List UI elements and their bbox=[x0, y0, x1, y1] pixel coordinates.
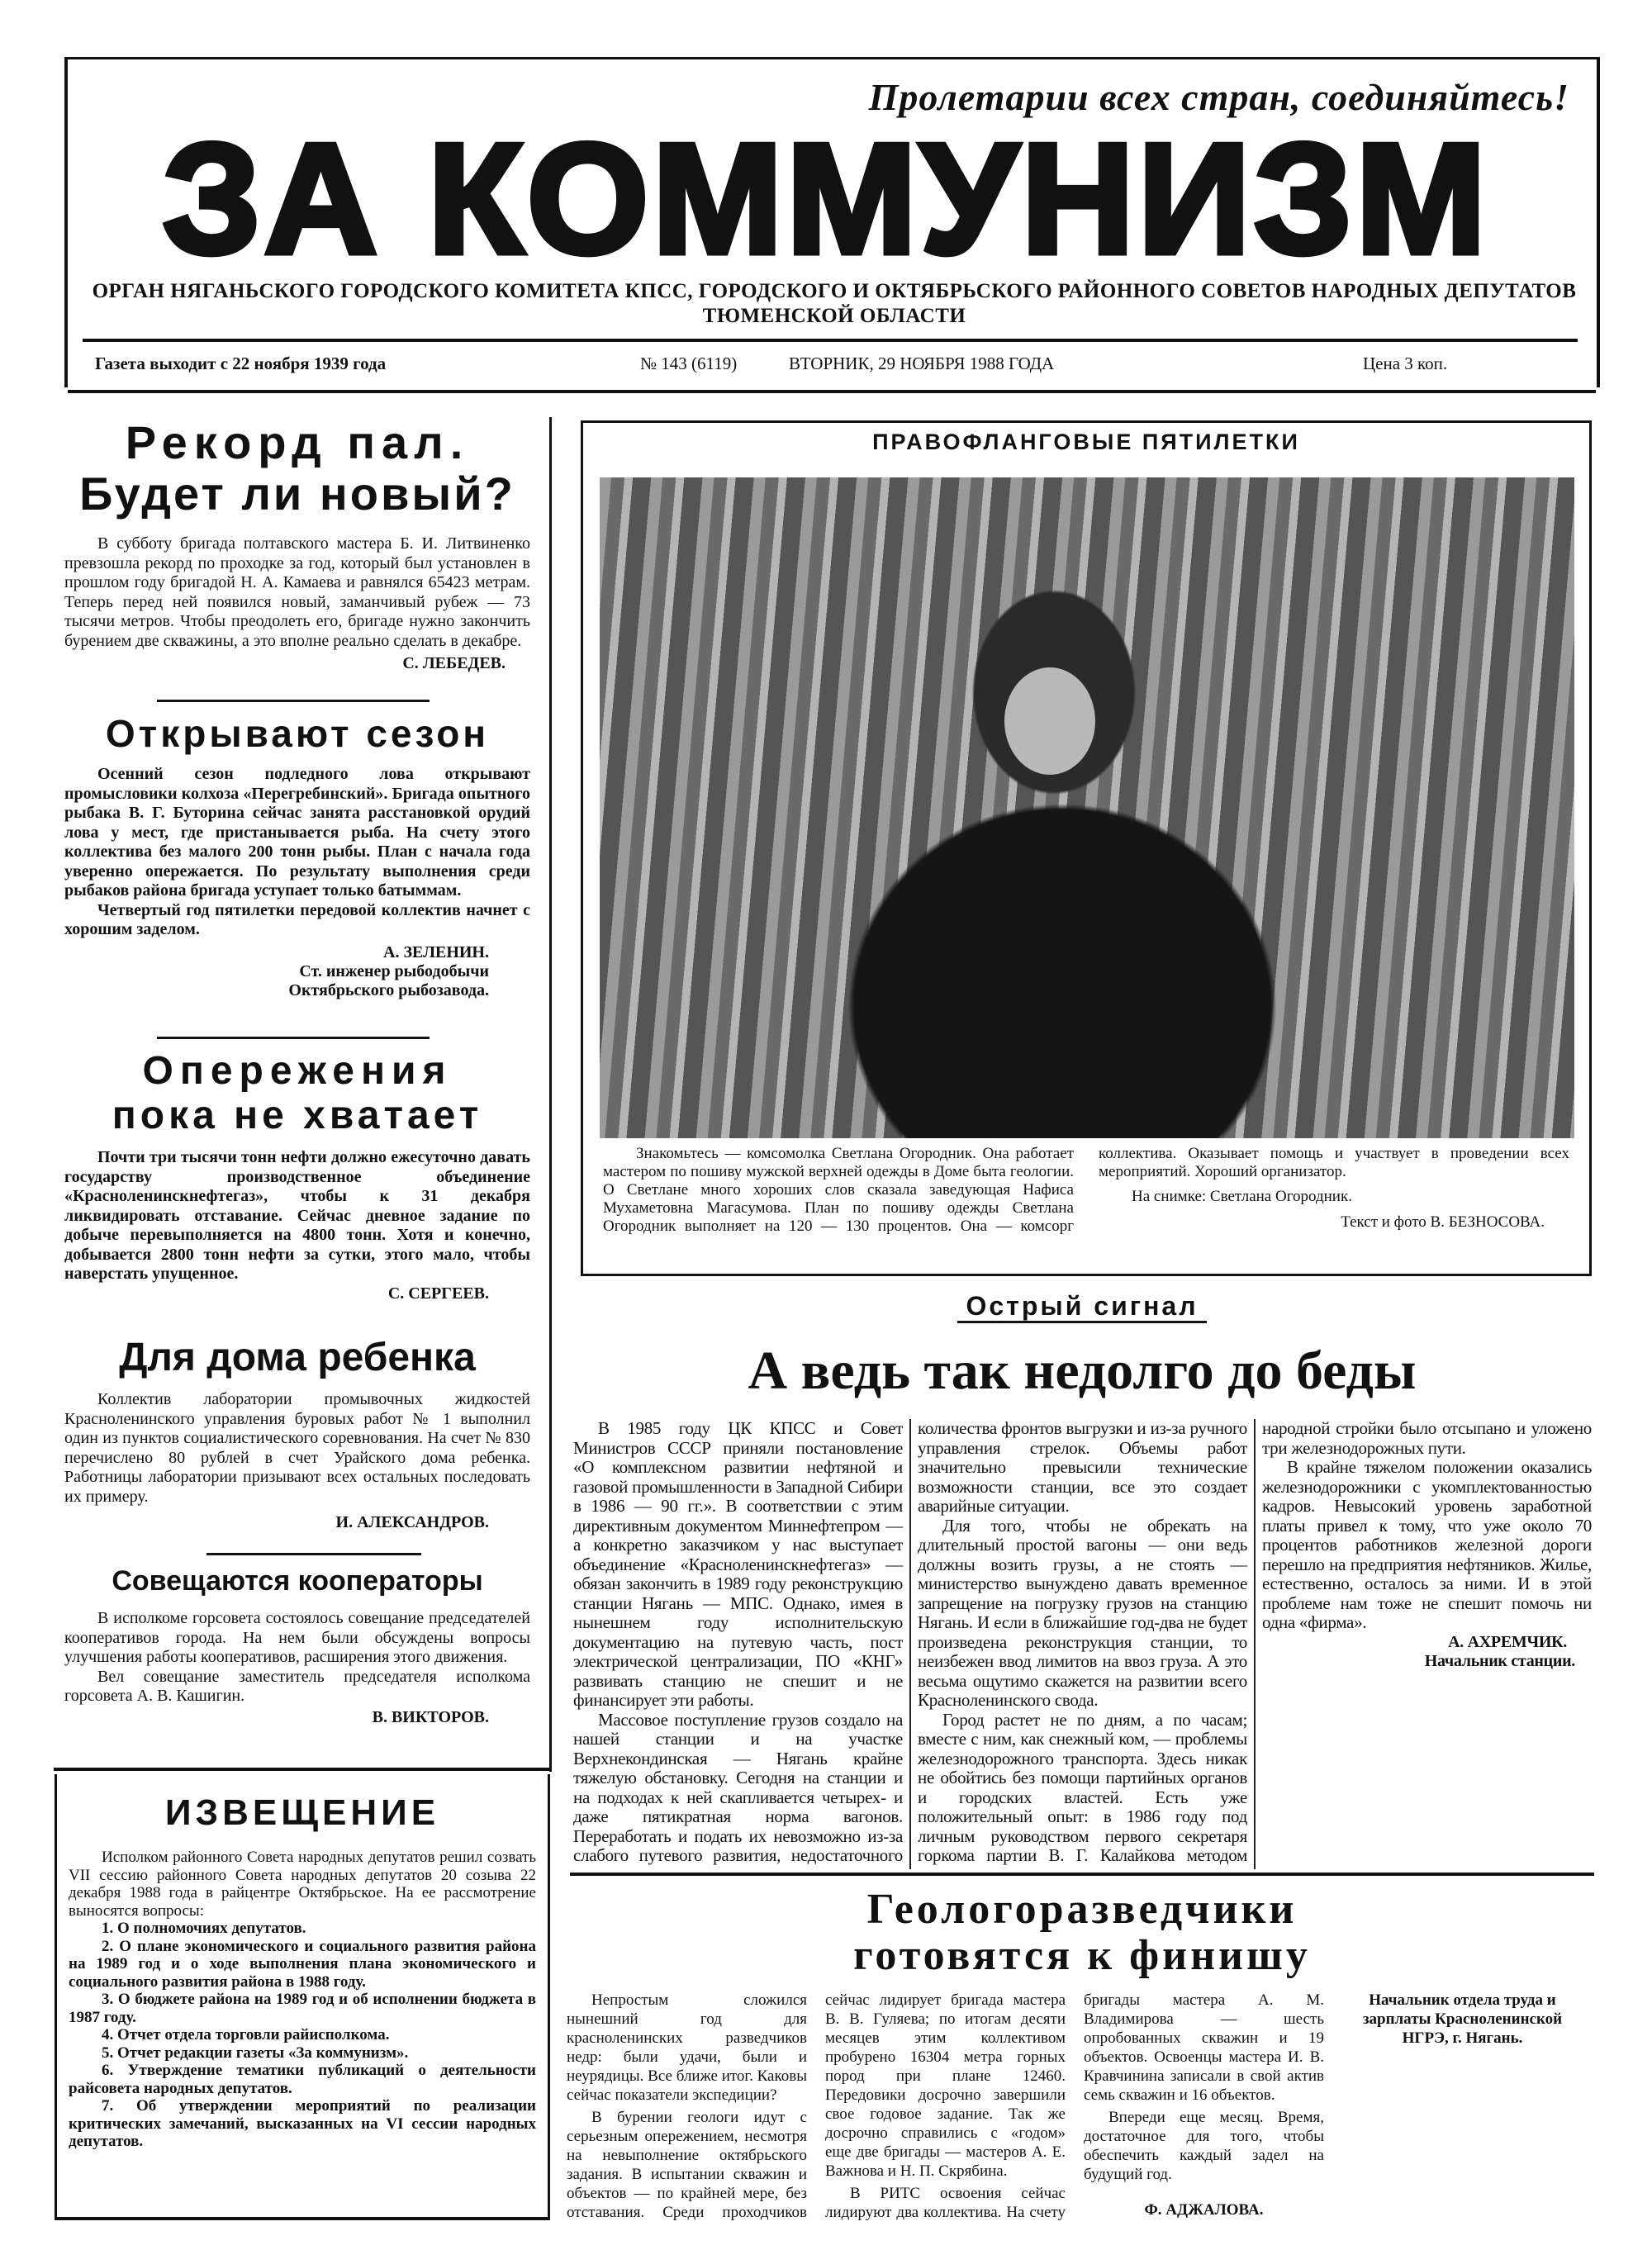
author-title: Начальник отдела труда и зарплаты Красноленинской НГРЭ, г. Нягань. bbox=[1362, 1991, 1563, 2047]
issue-number: № 143 (6119) bbox=[640, 354, 738, 373]
article-text: Вел совещание заместитель председателя исполкома горсовета А. В. Кашигин. bbox=[64, 1667, 530, 1705]
author: И. АЛЕКСАНДРОВ. bbox=[335, 1513, 489, 1531]
since-text: Газета выходит с 22 ноября 1939 года bbox=[95, 354, 387, 373]
article-children bbox=[64, 1334, 530, 1532]
organ-text: ОРГАН НЯГАНЬСКОГО ГОРОДСКОГО КОМИТЕТА КПСС, ГОРОДСКОГО И ОКТЯБРЬСКОГО РАЙОННОГО СОВЕТОВ НАРОДНЫХ ДЕПУТАТОВ bbox=[92, 280, 1577, 302]
notice-item: 6. Утверждение тематики публикаций о деятельности райсовета народных депутатов. bbox=[69, 2062, 536, 2097]
article-text: Почти три тысячи тонн нефти должно ежесуточно давать государству производственное объединение «Красноленинскнефтегаз», чтобы к 31 декабря ликвидировать отставание. Сейчас дневное задание по добыче перевыполняется на 4800 тонн. Хотя и конечно, добывается 2800 тонн нефти за сутки, этого мало, чтобы наверстать упущенное. bbox=[64, 1148, 530, 1283]
article-paragraph: В 1985 году ЦК КПСС и Совет Министров СССР приняли постановление «О комплексном развитии нефтяной и газовой промышленности в Западной Сибири в 1986 — 90 гг.». В соответствии с этим директивным документом Миннефтепром — а конкретно заказчиком у нас выступает объединение «Красноленинскнефтегаз» — обязан закончить в 1989 году реконструкцию станции Нягань — МПС. Однако, имея в нынешнем году исполнительскую документацию на путевую часть, пост электрической централизации, ПО «КНГ» развивать станцию не спешит и не финансирует эти работы. bbox=[573, 1418, 903, 1710]
geology-article-body bbox=[567, 1991, 1583, 2230]
notice-item: 5. Отчет редакции газеты «За коммунизм». bbox=[102, 2044, 409, 2062]
author: В. ВИКТОРОВ. bbox=[372, 1707, 489, 1726]
rubric: ПРАВОФЛАНГОВЫЕ ПЯТИЛЕТКИ bbox=[872, 430, 1300, 454]
railway-article-body bbox=[573, 1419, 1592, 1869]
headline: Рекорд пал. bbox=[125, 416, 470, 468]
photo bbox=[600, 477, 1574, 1138]
article-paragraph: В бурении геологи идут с серьезным опережением, несмотря на невыполнение октябрьского задания. В испытании скважин и объектов — по крайней мере, без отставания. Среди проходчиков сейчас лидирует бригада мастера В. В. Гуляева; по итогам десяти месяцев этим коллективом пробурено 16304 метра горных пород при плане 12460. Передовики досрочно завершили свое годовое задание. Так же досрочно справились с «годом» еще две бригады — мастеров А. Е. Важнова и Н. П. Скрябина. bbox=[567, 1991, 1066, 2221]
article-paragraph: Непростым сложился нынешний год для красноленинских разведчиков недр: были удачи, были и неурядицы. Все ближе итог. Каковы сейчас показатели экспедиции? bbox=[567, 1991, 807, 2104]
headline: Для дома ребенка bbox=[119, 1336, 476, 1379]
article-text: В субботу бригада полтавского мастера Б. И. Литвиненко превзошла рекорд по проходке за год, который был установлен в прошлом году бригадой Н. А. Камаева и равнялся 65423 метрам. Теперь перед ней появился новый, заманчивый рубеж — 73 тысячи метров. Чтобы преодолеть его, бригаде нужно закончить бурением две скважины, а это вполне реально сделать в декабре. bbox=[64, 534, 530, 650]
photo-credit: Текст и фото В. БЕЗНОСОВА. bbox=[1341, 1213, 1545, 1231]
divider bbox=[157, 700, 430, 702]
headline: Открывают сезон bbox=[105, 712, 490, 755]
slogan: Пролетарии всех стран, соединяйтесь! bbox=[868, 76, 1569, 118]
geology-headline bbox=[570, 1887, 1594, 1979]
author-title: Ст. инженер рыбодобычи bbox=[299, 961, 489, 980]
headline: пока не хватает bbox=[112, 1094, 483, 1137]
article-paragraph: Для того, чтобы не обрекать на длительный простой вагоны — они ведь должны возить грузы, а не стоять — министерство вынуждено давать временное запрещение на погрузку грузов на станцию Нягань. И если в ближайшие год-два не будет произведена реконструкция станции, то неизбежен ввод лимитов на ввоз груза. А это весьма ощутимо скажется на развитии всего Красноленинского свода. bbox=[918, 1515, 1247, 1710]
author: С. ЛЕБЕДЕВ. bbox=[402, 654, 506, 672]
notice-item: 1. О полномочиях депутатов. bbox=[102, 1920, 306, 1937]
portrait-face bbox=[1004, 667, 1095, 775]
article-paragraph: В крайне тяжелом положении оказались железнодорожники с укомплектованностью кадров. Невысокий уровень заработной платы привел к тому, что уже около 70 процентов работников железной дороги перешло на предприятия нефтяников. Жилье, естественно, осталось за ними. И в этой проблеме нам тоже не спешит помочь ни одна «фирма». bbox=[1262, 1457, 1592, 1632]
author: С. СЕРГЕЕВ. bbox=[387, 1284, 489, 1303]
photo-caption bbox=[603, 1145, 1569, 1236]
issue-date: ВТОРНИК, 29 НОЯБРЯ 1988 ГОДА bbox=[789, 354, 1055, 373]
article-paragraph: Город растет не по дням, а по часам; вместе с ним, как снежный ком, — проблемы железнодорожного транспорта. Здесь никак не обойтись без помощи партийных органов и городских властей. Есть уже положительный опыт: в 1986 году под личным руководством первого секретаря горкома партии В. Г. Калайкова методом народной стройки было отсыпано и уложено три железнодорожных пути. bbox=[918, 1418, 1592, 1865]
article-text: В исполкоме горсовета состоялось совещание председателей кооперативов города. На нем были обсуждены вопросы улучшения работы кооперативов, расширения этого движения. bbox=[64, 1609, 530, 1666]
author: А. ЗЕЛЕНИН. bbox=[383, 942, 489, 961]
headline: Геологоразведчики bbox=[866, 1886, 1298, 1933]
column-divider bbox=[549, 417, 552, 1772]
article-text: Четвертый год пятилетки передовой коллектив начнет с хорошим заделом. bbox=[64, 900, 530, 938]
divider bbox=[570, 1873, 1594, 1876]
caption-text: Знакомьтесь — комсомолка Светлана Огородник. Она работает мастером по пошиву мужской верхней одежды в Доме быта геологии. О Светлане много хороших слов сказала заведующая Нафиса Мухаметовна Магасумова. План по пошиву одежды Светлана Огородник выполняет на 120 — 130 процентов. Она — комсорг коллектива. Оказывает помощь и участвует в проведении всех мероприятий. Хороший организатор. bbox=[603, 1145, 1569, 1235]
author-title: Начальник станции. bbox=[1424, 1651, 1575, 1670]
article-record bbox=[64, 417, 530, 673]
divider bbox=[54, 1768, 549, 1771]
article-season bbox=[64, 710, 530, 1000]
author: Ф. АДЖАЛОВА. bbox=[1144, 2201, 1264, 2219]
newspaper-title: ЗА КОММУНИЗМ bbox=[162, 112, 1490, 287]
rubric-wrap bbox=[570, 1291, 1594, 1322]
notice-item: 3. О бюджете района на 1989 год и об исполнении бюджета в 1987 году. bbox=[69, 1991, 536, 2026]
rubric: Острый сигнал bbox=[957, 1291, 1206, 1323]
divider bbox=[206, 1553, 421, 1555]
article-text: Осенний сезон подледного лова открывают промысловики колхоза «Перегребинский». Бригада опытного рыбака В. Г. Буторина сейчас занята расстановкой орудий лова у мест, где пристанывается рыба. На счету этого коллектива без малого 200 тонн рыбы. План с начала года уверенно опережается. По результату выполнения среди рыбаков района бригада уступает только батыммам. bbox=[64, 765, 530, 900]
region-text: ТЮМЕНСКОЙ ОБЛАСТИ bbox=[702, 305, 966, 327]
price: Цена 3 коп. bbox=[1363, 354, 1448, 373]
article-coop bbox=[64, 1561, 530, 1727]
article-paragraph: В РИТС освоения сейчас лидируют два коллектива. На счету бригады мастера А. М. Владимирова — шесть опробованных скважин и 19 объектов. Освоенцы мастера И. В. Кравчинина записали в свой актив семь скважин и 16 объектов. bbox=[825, 1991, 1324, 2221]
article-oil bbox=[64, 1049, 530, 1303]
on-photo-text: На снимке: Светлана Огородник. bbox=[1132, 1188, 1352, 1205]
notice-box bbox=[55, 1774, 550, 2220]
notice-intro: Исполком районного Совета народных депутатов решил созвать VII сессию районного Совета народных депутатов 20 созыва 22 декабря 1988 года в райцентре Октябрьское. На ее рассмотрение выносятся вопросы: bbox=[69, 1849, 536, 1920]
headline: Совещаются кооператоры bbox=[112, 1565, 483, 1597]
headline: А ведь так недолго до беды bbox=[748, 1341, 1417, 1401]
headline: ИЗВЕЩЕНИЕ bbox=[164, 1792, 440, 1833]
article-text: Коллектив лаборатории промывочных жидкостей Красноленинского управления буровых работ № 1 выполнил один из пунктов социалистического соревнования. На счет № 830 перечислено 80 рублей в счет Урайского дома ребенка. Работницы лаборатории призывают всех остальных последовать их примеру. bbox=[64, 1390, 530, 1506]
author-title: Октябрьского рыбозавода. bbox=[288, 980, 489, 999]
divider bbox=[68, 390, 1596, 393]
article-paragraph: Массовое поступление грузов создало на нашей станции и на участке Верхнекондинская — Нягань крайне тяжелую обстановку. Сегодня на станции и на подходах к ней скапливается четырех- и даже пятикратная норма вагонов. Переработать и подать их невозможно из-за слабого путевого развития, недостаточного количества фронтов выгрузки и из-за ручного управления стрелок. Объемы работ значительно превысили технические возможности станции, все это создает аварийные ситуации. bbox=[573, 1418, 1247, 1865]
publisher-line bbox=[83, 279, 1586, 329]
headline: готовятся к финишу bbox=[853, 1932, 1311, 1979]
notice-item: 4. Отчет отдела торговли райисполкома. bbox=[102, 2026, 390, 2044]
author: А. АХРЕМЧИК. bbox=[1448, 1632, 1567, 1651]
divider bbox=[83, 339, 1578, 342]
divider bbox=[157, 1037, 430, 1039]
article-paragraph: Впереди еще месяц. Время, достаточное для того, чтобы обеспечить каждый задел на будущий год. bbox=[1084, 2109, 1324, 2183]
headline: Опережения bbox=[142, 1049, 453, 1093]
notice-item: 7. Об утверждении мероприятий по реализации критических замечаний, высказанных на VI сессии народных депутатов. bbox=[69, 2097, 536, 2150]
notice-item: 2. О плане экономического и социального развития района на 1989 год и о ходе выполнения плана экономического и социального развития района в 1988 году. bbox=[69, 1937, 536, 1991]
headline: Будет ли новый? bbox=[79, 468, 515, 520]
